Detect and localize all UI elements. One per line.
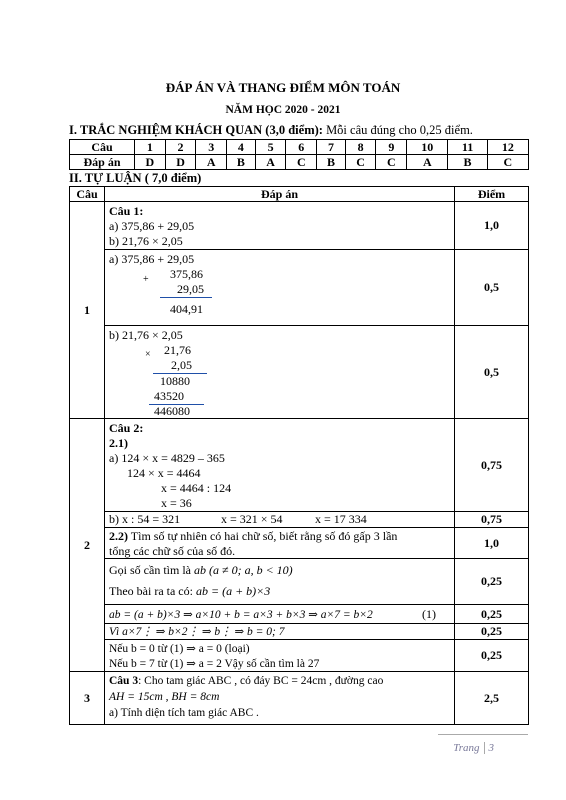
answer-cell <box>105 672 455 725</box>
question-number: 1 <box>70 202 105 419</box>
answer-cell <box>105 512 455 528</box>
answer-line: 124 × x = 4464 <box>127 466 201 480</box>
score-cell: 1,0 <box>455 528 529 559</box>
answer-line: x = 36 <box>161 496 192 510</box>
answer-line: x = 17 334 <box>315 512 367 526</box>
answer-line: ab = (a + b)×3 ⇒ a×10 + b = a×3 + b×3 ⇒ a×7 = b×2 <box>109 609 373 621</box>
answer-line: x = 4464 : 124 <box>161 481 232 495</box>
partial-product: 10880 <box>160 374 190 388</box>
answer-line: a) 375,86 + 29,05 <box>109 252 195 266</box>
footer-label: Trang <box>453 742 480 754</box>
essay-answer-table <box>69 186 529 725</box>
answer-cell <box>105 640 455 672</box>
mc-question-number: 7 <box>317 140 346 155</box>
answer-line: Gọi số cần tìm là ab (a ≠ 0; a, b < 10) <box>109 563 293 577</box>
answer-line: 2.1) <box>109 436 128 450</box>
score-cell: 0,5 <box>455 326 529 419</box>
operand: 29,05 <box>177 282 204 296</box>
page-title: ĐÁP ÁN VÀ THANG ĐIỂM MÔN TOÁN <box>165 80 401 95</box>
answer-cell <box>105 528 455 559</box>
part2-heading: II. TỰ LUẬN ( 7,0 điểm) <box>69 171 202 185</box>
mc-question-number: 2 <box>165 140 196 155</box>
score-cell: 0,75 <box>455 512 529 528</box>
answer-cell <box>105 202 455 250</box>
page-number: 3 <box>484 742 495 754</box>
col-header-answer: Đáp án <box>105 187 455 202</box>
answer-line: Vì a×7⋮ ⇒ b×2⋮ ⇒ b⋮ ⇒ b = 0; 7 <box>109 626 285 638</box>
score-cell: 0,5 <box>455 250 529 326</box>
footer-rule <box>438 734 528 735</box>
mc-answer: B <box>448 155 487 170</box>
answer-cell <box>105 624 455 640</box>
answer-line: a) 124 × x = 4829 – 365 <box>109 451 225 465</box>
mc-question-number: 3 <box>196 140 227 155</box>
score-cell: 0,25 <box>455 605 529 624</box>
multiple-choice-table <box>69 139 529 170</box>
mc-question-number: 11 <box>448 140 487 155</box>
answer-line: 2.2) Tìm số tự nhiên có hai chữ số, biết rằng số đó gấp 3 lần <box>109 529 398 543</box>
answer-line: b) x : 54 = 321 <box>109 512 181 526</box>
result: 446080 <box>154 404 190 418</box>
score-cell: 0,25 <box>455 640 529 672</box>
answer-line: a) Tính diện tích tam giác ABC . <box>109 707 259 719</box>
score-cell: 0,25 <box>455 559 529 605</box>
mc-answer: C <box>376 155 407 170</box>
answer-line: Câu 1: <box>109 204 144 218</box>
question-number: 2 <box>70 419 105 672</box>
score-cell: 0,25 <box>455 624 529 640</box>
mc-answer: A <box>255 155 286 170</box>
score-cell: 1,0 <box>455 202 529 250</box>
mc-answer: C <box>345 155 376 170</box>
answer-line: AH = 15cm , BH = 8cm <box>109 691 220 703</box>
operator: + <box>143 274 149 285</box>
mc-label-answer: Đáp án <box>70 155 135 170</box>
operand: 375,86 <box>170 267 203 281</box>
answer-line: tổng các chữ số của số đó. <box>109 544 236 558</box>
answer-line: x = 321 × 54 <box>221 512 283 526</box>
operand: 21,76 <box>164 343 191 357</box>
score-cell: 0,75 <box>455 419 529 512</box>
answer-line: a) 375,86 + 29,05 <box>109 219 195 233</box>
col-header-score: Điểm <box>455 187 529 202</box>
answer-line: Nếu b = 0 từ (1) ⇒ a = 0 (loại) <box>109 643 250 655</box>
mc-question-number: 6 <box>286 140 317 155</box>
mc-answer: D <box>135 155 166 170</box>
mc-answer: C <box>487 155 528 170</box>
school-year: NĂM HỌC 2020 - 2021 <box>225 104 341 116</box>
answer-line: Theo bài ra ta có: ab = (a + b)×3 <box>109 584 271 598</box>
answer-cell <box>105 559 455 605</box>
mc-answer: A <box>196 155 227 170</box>
mc-answer: B <box>317 155 346 170</box>
answer-line: Nếu b = 7 từ (1) ⇒ a = 2 Vậy số cần tìm là 27 <box>109 658 320 670</box>
mc-label-question: Câu <box>70 140 135 155</box>
mc-question-number: 12 <box>487 140 528 155</box>
result: 404,91 <box>170 302 203 316</box>
calc-underline <box>160 297 212 298</box>
score-cell: 2,5 <box>455 672 529 725</box>
answer-cell <box>105 419 455 512</box>
answer-line: b) 21,76 × 2,05 <box>109 234 183 248</box>
answer-cell <box>105 250 455 326</box>
equation-number: (1) <box>422 607 436 621</box>
mc-answer: B <box>227 155 256 170</box>
part1-heading: I. TRẮC NGHIỆM KHÁCH QUAN (3,0 điểm): Mỗi câu đúng cho 0,25 điểm. <box>69 123 473 137</box>
answer-cell <box>105 326 455 419</box>
answer-line: Câu 3: Cho tam giác ABC , có đáy BC = 24cm , đường cao <box>109 675 384 687</box>
answer-cell <box>105 605 455 624</box>
answer-line: Câu 2: <box>109 421 144 435</box>
mc-question-number: 8 <box>345 140 376 155</box>
mc-question-number: 5 <box>255 140 286 155</box>
page-footer <box>453 742 494 754</box>
mc-answer: D <box>165 155 196 170</box>
mc-question-number: 1 <box>135 140 166 155</box>
mc-answer: A <box>407 155 448 170</box>
answer-line: b) 21,76 × 2,05 <box>109 328 183 342</box>
mc-question-number: 4 <box>227 140 256 155</box>
col-header-question: Câu <box>70 187 105 202</box>
operand: 2,05 <box>171 358 192 372</box>
question-number: 3 <box>70 672 105 725</box>
mc-question-number: 9 <box>376 140 407 155</box>
mc-answer: C <box>286 155 317 170</box>
mc-question-number: 10 <box>407 140 448 155</box>
partial-product: 43520 <box>154 389 184 403</box>
operator: × <box>145 349 151 360</box>
